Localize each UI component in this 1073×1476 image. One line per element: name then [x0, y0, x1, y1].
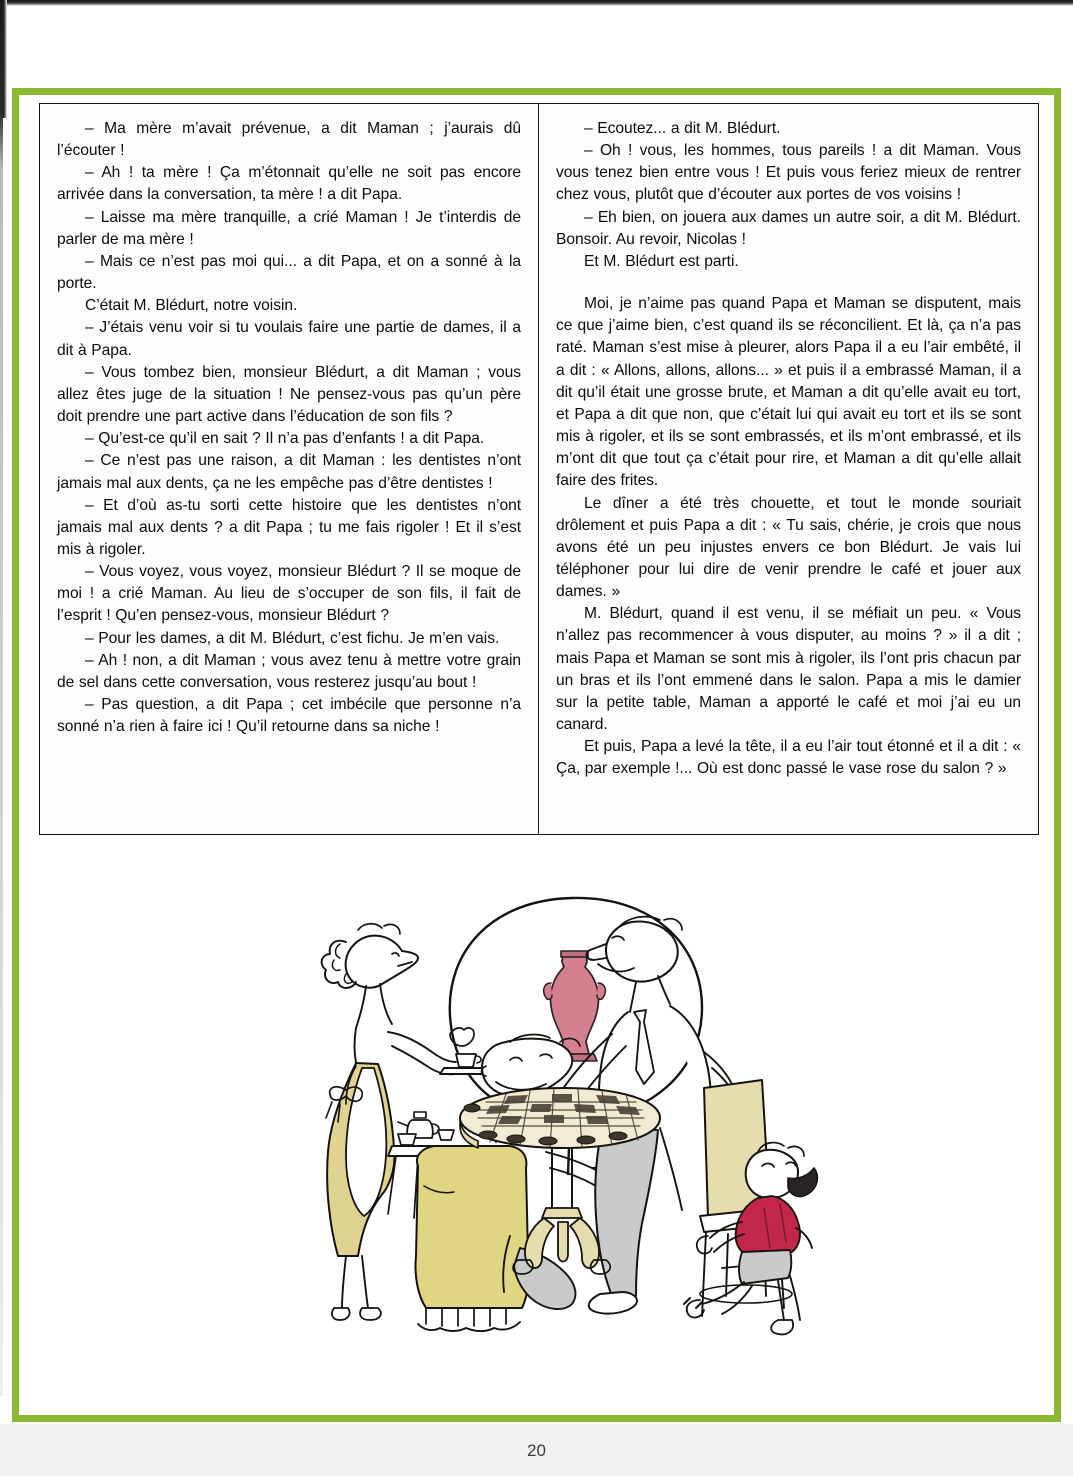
story-column-right [539, 104, 1038, 834]
paragraph: – Ce n’est pas une raison, a dit Maman : les dentistes n’ont jamais mal aux dents, ça ne les empêche pas d’être dentistes ! [57, 452, 521, 492]
paragraph: – Ah ! ta mère ! Ça m’étonnait qu’elle ne soit pas encore arrivée dans la conversation, ta mère ! a dit Papa. [57, 164, 521, 204]
paragraph: – J’étais venu voir si tu voulais faire une partie de dames, il a dit à Papa. [57, 319, 521, 359]
paragraph: – Ah ! non, a dit Maman ; vous avez tenu à mettre votre grain de sel dans cette conversation, vous resterez jusqu’au bout ! [57, 651, 521, 691]
story-column-left [40, 104, 539, 834]
paragraph: – Pour les dames, a dit M. Blédurt, c’est fichu. Je m’en vais. [85, 629, 500, 647]
page-number: 20 [527, 1441, 546, 1460]
paragraph: – Pas question, a dit Papa ; cet imbécile que personne n’a sonné n’a rien à faire ici ! Qu’il retourne dans sa niche ! [57, 696, 521, 736]
story-columns [40, 104, 1038, 834]
story-illustration [40, 856, 1053, 1376]
paragraph: – Mais ce n’est pas moi qui... a dit Papa, et on a sonné à la porte. [57, 252, 521, 293]
paragraph: – Qu’est-ce qu’il en sait ? Il n’a pas d’enfants ! a dit Papa. [85, 430, 485, 448]
armchair [415, 1146, 528, 1331]
scan-edge-left [0, 0, 3, 1396]
page-content-area [20, 96, 1053, 1414]
paragraph: – Laisse ma mère tranquille, a crié Maman ! Je t’interdis de parler de ma mère ! [57, 208, 521, 248]
paragraph: – Vous voyez, vous voyez, monsieur Blédurt ? Il se moque de moi ! a crié Maman. Au lieu de s’occuper de son fils, il fait de l’esprit ! Qu’en pensez-vous, monsieur Blédurt ? [57, 563, 521, 625]
paragraph: – Vous tombez bien, monsieur Blédurt, a dit Maman ; vous allez êtes juge de la situation ! Ne pensez-vous pas qu’un père doit prendre une part active dans l’éducation de son fils ? [57, 363, 521, 426]
paragraph: Et M. Blédurt est parti. [584, 252, 739, 270]
story-text-box [39, 103, 1039, 835]
paragraph: M. Blédurt, quand il est venu, il se méfiait un peu. « Vous n’allez pas recommencer à vous disputer, au moins ? » il a dit ; mais Papa et Maman se sont mis à rigoler, ils l’ont pris chacun par un bras et ils l’ont emmené dans le salon. Papa a mis le damier sur la petite table, Maman a apporté le café et moi j’ai eu un canard. [556, 605, 1021, 734]
paragraph: Le dîner a été très chouette, et tout le monde souriait drôlement et puis Papa a dit : « Tu sais, chérie, je crois que nous avons été un peu injustes envers ce bon Blédurt. Je vais lui téléphoner pour lui dire de venir prendre le café et jouer aux dames. » [556, 494, 1021, 601]
paragraph: C’était M. Blédurt, notre voisin. [85, 297, 298, 315]
paragraph: Et puis, Papa a levé la tête, il a eu l’air tout étonné et il a dit : « Ça, par exemple !... Où est donc passé le vase rose du salon ? » [556, 738, 1021, 778]
paragraph: – Ecoutez... a dit M. Blédurt. [584, 120, 781, 137]
paragraph: – Ma mère m’avait prévenue, a dit Maman ; j’aurais dû l’écouter ! [57, 120, 521, 160]
scan-edge-top [6, 0, 1073, 6]
paragraph: – Eh bien, on jouera aux dames un autre soir, a dit M. Blédurt. Bonsoir. Au revoir, Nicolas ! [556, 208, 1021, 248]
paragraph: – Oh ! vous, les hommes, tous pareils ! a dit Maman. Vous vous tenez bien entre vous ! Et puis vous feriez mieux de rentrer chez vous, plutôt que d’écouter aux portes de vos voisins ! [556, 142, 1021, 204]
paragraph: Moi, je n’aime pas quand Papa et Maman se disputent, mais ce que j’aime bien, c’est quand ils se réconcilient. Et là, ça n’a pas raté. Maman s’est mise à pleurer, alors Papa il a eu l’air embêté, il a dit : « Allons, allons, allons... » et puis il a embrassé Maman, il a dit qu’il était une grosse brute, et Maman a dit qu’elle avait eu tort, et Papa a dit que non, que c’était lui qui avait eu tort et ils se sont mis à rigoler, et ils se sont embrassés, et ils m’ont embrassé, et ils m’ont dit que tout ça c’était pour rire, et Maman a dit qu’elle allait faire des frites. [556, 295, 1021, 490]
paragraph: – Et d’où as-tu sorti cette histoire que les dentistes n’ont jamais mal aux dents ? a dit Papa ; tu me fais rigoler ! Et il s’est mis à rigoler. [57, 496, 521, 558]
